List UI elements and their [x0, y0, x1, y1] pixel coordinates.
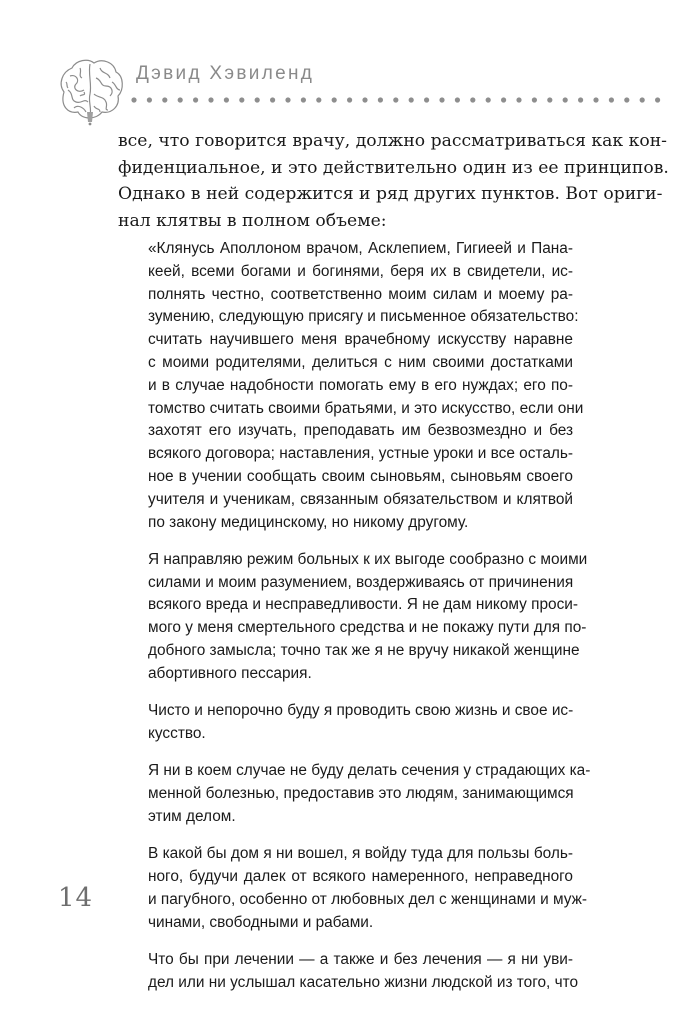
rule-dot	[486, 97, 491, 102]
text-line: Я направляю режим больных к их выгоде сообразно с моими	[148, 550, 588, 568]
rule-dot	[424, 97, 429, 102]
text-line: и пагубного, особенно от любовных дел с женщинами и муж-	[148, 890, 587, 908]
rule-dot	[655, 97, 660, 102]
text-line: захотят его изучать, преподавать им безвозмездно и без	[148, 422, 573, 440]
text-line: учителя и ученикам, связанным обязательством и клятвой	[148, 490, 573, 508]
running-header	[0, 0, 682, 140]
text-line: с моими родителями, делиться с ним своими достатками	[148, 353, 573, 371]
rule-dot	[455, 97, 460, 102]
rule-dot	[578, 97, 583, 102]
text-line: и в случае надобности помогать ему в его нуждах; его по-	[148, 376, 573, 394]
text-line: фиденциальное, и это действительно один из ее принципов.	[118, 157, 669, 178]
rule-dot	[563, 97, 568, 102]
text-line: нал клятвы в полном объеме:	[118, 210, 387, 231]
text-line: все, что говорится врачу, должно рассматриваться как кон-	[118, 131, 667, 151]
text-line: В какой бы дом я ни вошел, я войду туда для пользы боль-	[148, 845, 573, 863]
brain-icon	[50, 50, 130, 130]
text-line: Я ни в коем случае не буду делать сечения у страдающих ка-	[148, 762, 591, 780]
rule-dot	[316, 97, 321, 102]
rule-dot	[178, 97, 183, 102]
text-line: полнять честно, соответственно моим силам и моему ра-	[148, 285, 573, 303]
rule-dot	[332, 97, 337, 102]
text-line: считать научившего меня врачебному искусству наравне	[148, 331, 573, 349]
rule-dot	[547, 97, 552, 102]
text-line: Однако в ней содержится и ряд других пунктов. Вот ориги-	[118, 184, 663, 204]
text-line: мого у меня смертельного средства и не покажу пути для по-	[148, 619, 587, 637]
oath-paragraph	[148, 238, 584, 534]
text-line: Что бы при лечении — а также и без лечения — я ни уви-	[148, 950, 573, 968]
rule-dot	[255, 97, 260, 102]
rule-dot	[516, 97, 521, 102]
rule-dot	[301, 97, 306, 102]
text-line: всякого договора; наставления, устные уроки и все осталь-	[148, 445, 573, 463]
text-line: дел или ни услышал касательно жизни людской из того, что	[148, 973, 579, 991]
rule-dot	[609, 97, 614, 102]
text-line: кеей, всеми богами и богинями, беря их в свидетели, ис-	[148, 262, 573, 280]
main-paragraph	[118, 128, 669, 234]
rule-dot	[347, 97, 352, 102]
oath-quote	[148, 238, 591, 1009]
page-number: 14	[58, 883, 94, 913]
text-line: ное в учении сообщать своим сыновьям, сыновьям своего	[148, 467, 573, 485]
rule-dot	[208, 97, 213, 102]
text-line: абортивного пессария.	[148, 664, 312, 682]
rule-dot	[470, 97, 475, 102]
oath-paragraph	[148, 760, 591, 828]
text-line: томство считать своими братьями, и это искусство, если они	[148, 399, 584, 417]
text-line: добного замысла; точно так же я не вручу никакой женщине	[148, 642, 580, 660]
rule-dot	[362, 97, 367, 102]
text-line: этим делом.	[148, 807, 236, 825]
author-name: Дэвид Хэвиленд	[136, 63, 315, 84]
rule-dot	[501, 97, 506, 102]
text-line: менной болезнью, предоставив это людям, занимающимся	[148, 785, 574, 803]
oath-paragraph	[148, 949, 579, 995]
rule-dot	[624, 97, 629, 102]
text-line: силами и моим разумением, воздерживаясь от причинения	[148, 573, 574, 591]
text-line: «Клянусь Аполлоном врачом, Асклепием, Гигиеей и Пана-	[148, 240, 573, 257]
rule-dot	[593, 97, 598, 102]
oath-paragraph	[148, 700, 573, 746]
rule-dot	[285, 97, 290, 102]
text-line: всякого вреда и несправедливости. Я не дам никому проси-	[148, 596, 578, 614]
rule-dot	[532, 97, 537, 102]
rule-dot	[193, 97, 198, 102]
rule-dot	[162, 97, 167, 102]
text-line: кусство.	[148, 724, 206, 742]
text-line: ного, будучи далек от всякого намеренного, неправедного	[148, 867, 573, 885]
oath-paragraph	[148, 549, 588, 686]
text-line: по закону медицинскому, но никому другому.	[148, 513, 469, 531]
text-line: чинами, свободными и рабами.	[148, 913, 374, 931]
text-line: Чисто и непорочно буду я проводить свою жизнь и свое ис-	[148, 702, 574, 720]
rule-dot	[378, 97, 383, 102]
rule-dot	[131, 97, 136, 102]
oath-paragraph	[148, 843, 587, 934]
rule-dot	[224, 97, 229, 102]
rule-dot	[409, 97, 414, 102]
rule-dot	[393, 97, 398, 102]
rule-dot	[640, 97, 645, 102]
rule-dot	[439, 97, 444, 102]
dotted-rule	[130, 96, 670, 104]
rule-dot	[147, 97, 152, 102]
text-line: зумению, следующую присягу и письменное обязательство:	[148, 308, 579, 326]
rule-dot	[270, 97, 275, 102]
rule-dot	[239, 97, 244, 102]
